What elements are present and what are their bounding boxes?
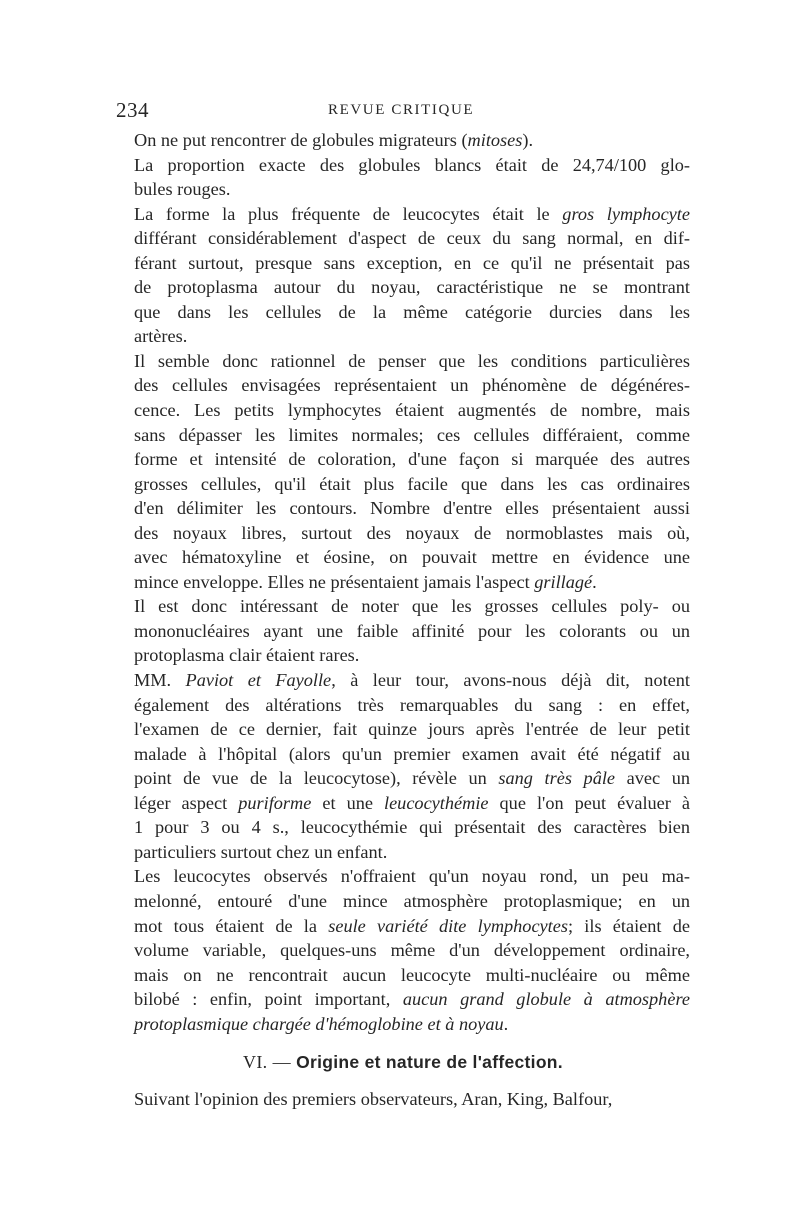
text-line: Les leucocytes observés n'offraient qu'un noyau rond, un peu ma- — [134, 866, 690, 887]
text-line: Il est donc intéressant de noter que les grosses cellules poly- ou — [134, 596, 690, 617]
text-line: bilobé : enfin, point important, aucun grand globule à atmosphère — [134, 989, 690, 1010]
text-line: également des altérations très remarquables du sang : en effet, — [134, 694, 690, 715]
text-line: des cellules envisagées représentaient un phénomène de dégénéres- — [134, 375, 690, 396]
text-line: protoplasmique chargée d'hémoglobine et à noyau. — [134, 1013, 509, 1034]
text-line: On ne put rencontrer de globules migrateurs (mitoses). — [134, 130, 534, 150]
text-line: mais on ne rencontrait aucun leucocyte multi-nucléaire ou même — [134, 964, 690, 985]
section-numeral: VI. — [243, 1052, 268, 1073]
page-header — [116, 92, 690, 128]
text-line: léger aspect puriforme et une leucocythémie que l'on peut évaluer à — [134, 792, 690, 813]
text-line: point de vue de la leucocytose), révèle un sang très pâle avec un — [134, 768, 691, 789]
body-paragraph — [116, 202, 690, 349]
text-line: mot tous étaient de la seule variété dite lymphocytes; ils étaient de — [134, 915, 690, 936]
body-paragraph — [116, 349, 690, 594]
page-number: 234 — [116, 98, 149, 122]
text-line: melonné, entouré d'une mince atmosphère protoplasmique; en un — [134, 890, 690, 911]
text-line: artères. — [134, 326, 188, 347]
text-line: cence. Les petits lymphocytes étaient augmentés de nombre, mais — [134, 400, 690, 421]
italic-text: grillagé — [534, 571, 593, 592]
text-line: grosses cellules, qu'il était plus facile que dans les cas ordinaires — [134, 473, 690, 494]
text-line: bules rouges. — [134, 179, 231, 200]
text-line: volume variable, quelques-uns même d'un développement ordinaire, — [134, 940, 690, 961]
text-line: La proportion exacte des globules blancs était de 24,74/100 glo- — [134, 154, 690, 175]
text-line: sans dépasser les limites normales; ces cellules différaient, comme — [134, 424, 690, 445]
running-title: REVUE CRITIQUE — [328, 102, 475, 118]
body-paragraph — [116, 128, 690, 153]
text-line: férant surtout, presque sans exception, en ce qu'il ne présentait pas — [134, 252, 690, 273]
text-line: différant considérablement d'aspect de ceux du sang normal, en dif- — [134, 228, 690, 249]
body-paragraph — [116, 594, 690, 668]
italic-text: puriforme — [238, 792, 312, 813]
text-line: protoplasma clair étaient rares. — [134, 645, 360, 666]
text-line: l'examen de ce dernier, fait quinze jours après l'entrée de leur petit — [134, 719, 690, 740]
text-line: Il semble donc rationnel de penser que les conditions particulières — [134, 350, 690, 371]
text-line: forme et intensité de coloration, d'une façon si marquée des autres — [134, 449, 690, 470]
italic-text: seule variété dite lymphocytes — [328, 915, 568, 936]
italic-text: protoplasmique chargée d'hémoglobine et à noyau — [134, 1013, 504, 1034]
italic-text: sang très pâle — [498, 768, 616, 789]
italic-text: gros lymphocyte — [562, 203, 690, 224]
section-dash: — — [272, 1052, 291, 1073]
text-line: MM. Paviot et Fayolle, à leur tour, avons-nous déjà dit, notent — [134, 670, 691, 691]
section-heading — [116, 1052, 690, 1073]
text-line: La forme la plus fréquente de leucocytes était le gros lymphocyte — [134, 203, 690, 224]
text-line: mince enveloppe. Elles ne présentaient jamais l'aspect grillagé. — [134, 571, 597, 592]
document-page — [116, 92, 690, 1112]
body-paragraph — [116, 864, 690, 1036]
italic-text: mitoses — [467, 130, 523, 150]
body-paragraph — [116, 153, 690, 202]
body-paragraph — [116, 668, 690, 864]
text-line: de protoplasma autour du noyau, caractéristique ne se montrant — [134, 277, 690, 298]
body-text — [116, 128, 690, 1036]
closing-text — [116, 1087, 690, 1112]
text-line: avec hématoxyline et éosine, on pouvait mettre en évidence une — [134, 547, 690, 568]
text-line: Suivant l'opinion des premiers observateurs, Aran, King, Balfour, — [134, 1089, 613, 1110]
text-line: mononucléaires ayant une faible affinité pour les colorants ou un — [134, 620, 690, 641]
closing-paragraph — [116, 1087, 690, 1112]
section-title: Origine et nature de l'affection. — [296, 1052, 563, 1073]
text-line: des noyaux libres, surtout des noyaux de normoblastes mais où, — [134, 522, 690, 543]
italic-text: leucocythémie — [383, 792, 489, 813]
text-line: malade à l'hôpital (alors qu'un premier examen avait été négatif au — [134, 743, 690, 764]
text-line: particuliers surtout chez un enfant. — [134, 841, 388, 862]
text-line: 1 pour 3 ou 4 s., leucocythémie qui présentait des caractères bien — [134, 817, 690, 838]
italic-text: Paviot et Fayolle — [185, 670, 332, 691]
text-line: que dans les cellules de la même catégorie durcies dans les — [134, 301, 690, 322]
italic-text: aucun grand globule à atmosphère — [402, 989, 690, 1010]
text-line: d'en délimiter les contours. Nombre d'entre elles présentaient aussi — [134, 498, 690, 519]
